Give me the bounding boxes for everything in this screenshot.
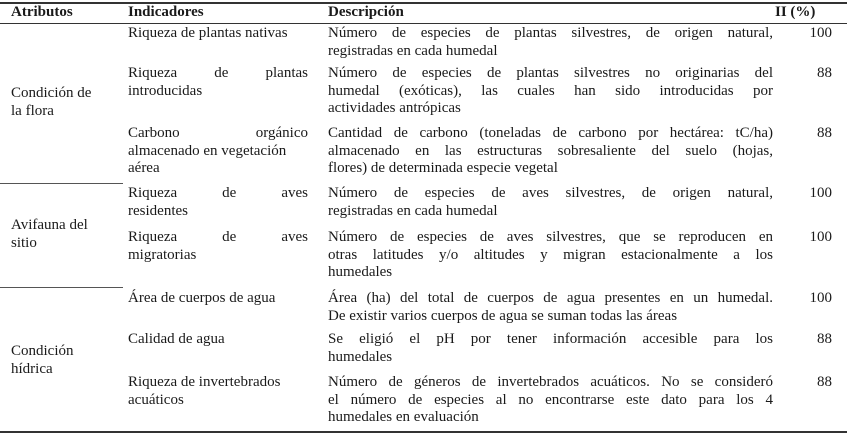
table-row-description: Número de especies de plantas silvestres, de origen natural, registradas en cada humedal <box>328 25 773 59</box>
attribute-avifauna: Avifauna del sitio <box>11 217 88 251</box>
table-row-description: Número de géneros de invertebrados acuáticos. No se consideró el número de especies al no encontrarse este dato para los 4 humedales en evaluación <box>328 374 773 425</box>
header-indicators: Indicadores <box>128 4 204 20</box>
table-row-indicator: Riqueza de aves residentes <box>128 185 308 219</box>
table-row-value: 100 <box>809 25 832 41</box>
table-row-value: 88 <box>817 331 832 347</box>
header-description: Descripción <box>328 4 404 20</box>
table-row-description: Área (ha) del total de cuerpos de agua presentes en un humedal. De existir varios cuerpos de agua se suman todas las áreas <box>328 290 773 324</box>
table-row-value: 100 <box>809 229 832 245</box>
table-row-value: 100 <box>809 290 832 306</box>
bottom-rule <box>0 431 847 433</box>
table-row-value: 88 <box>817 374 832 390</box>
group-separator <box>0 287 123 288</box>
table-row-description: Número de especies de aves silvestres, de origen natural, registradas en cada humedal <box>328 185 773 219</box>
attribute-flora: Condición de la flora <box>11 85 92 119</box>
table-row-indicator: Riqueza de aves migratorias <box>128 229 308 263</box>
table-row-description: Número de especies de aves silvestres, que se reproducen en otras latitudes y/o altitudes y migran estacionalmente a los humedales <box>328 229 773 280</box>
header-ii: II (%) <box>775 4 816 20</box>
group-separator <box>0 183 123 184</box>
table-row-indicator: Riqueza de invertebrados acuáticos <box>128 374 281 408</box>
table-row-description: Se eligió el pH por tener información accesible para los humedales <box>328 331 773 365</box>
table-row-indicator: Riqueza de plantas nativas <box>128 25 288 41</box>
table-row-value: 88 <box>817 125 832 141</box>
table-row-description: Cantidad de carbono (toneladas de carbono por hectárea: tC/ha) almacenado en las estructuras sobresaliente del suelo (hojas, flores) de determinada especie vegetal <box>328 125 773 176</box>
header-rule <box>0 23 847 24</box>
table-row-indicator: Riqueza de plantas introducidas <box>128 65 308 99</box>
attribute-hidrica: Condición hídrica <box>11 343 74 377</box>
table-row-value: 88 <box>817 65 832 81</box>
table-row-indicator: Carbono orgánico almacenado en vegetación aérea <box>128 125 308 176</box>
table-row-description: Número de especies de plantas silvestres no originarias del humedal (exóticas), las cuales han sido introducidas por actividades antrópicas <box>328 65 773 116</box>
table-row-indicator: Área de cuerpos de agua <box>128 290 276 306</box>
table-row-indicator: Calidad de agua <box>128 331 225 347</box>
header-attributes: Atributos <box>11 4 73 20</box>
table-row-value: 100 <box>809 185 832 201</box>
